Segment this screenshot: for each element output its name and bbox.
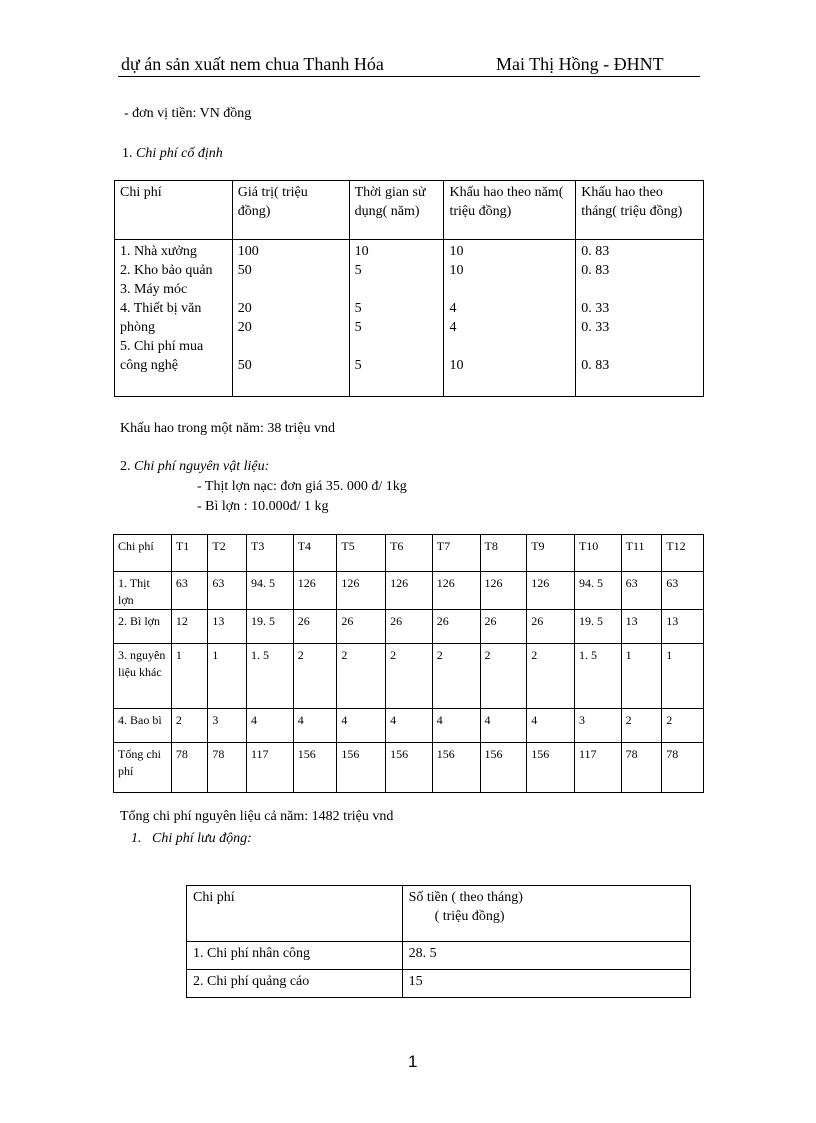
table-cell: 117 — [574, 743, 621, 793]
table-cell: 2 — [337, 644, 386, 709]
page-number: 1 — [408, 1052, 418, 1071]
table-header-cell: Giá trị( triệu đồng) — [232, 181, 349, 240]
fixed-cost-monthly: 0. 83 — [581, 244, 610, 259]
table-row — [114, 572, 704, 610]
table-cell: 4 — [480, 709, 527, 743]
table-cell: 2 — [293, 644, 337, 709]
table-cell: 2 — [621, 709, 662, 743]
table-cell: 26 — [293, 610, 337, 644]
table-cell: 1 — [662, 644, 704, 709]
table-header-cell: Khấu hao theo tháng( triệu đồng) — [576, 181, 704, 240]
table-cell: 28. 5 — [402, 942, 690, 970]
fixed-cost-years: 10 — [354, 244, 369, 259]
section-1-heading — [122, 146, 223, 162]
table-header-cell: T9 — [527, 535, 575, 572]
working-cost-table — [186, 885, 691, 998]
table-header-cell: T3 — [247, 535, 294, 572]
table-header-cell: T2 — [208, 535, 247, 572]
unit-note: - đơn vị tiền: VN đồng — [124, 106, 252, 121]
fixed-cost-value: 20 — [237, 320, 252, 335]
header-divider — [118, 76, 700, 77]
table-header-cell: Thời gian sử dụng( năm) — [349, 181, 444, 240]
material-price-item: - Thịt lợn nạc: đơn giá 35. 000 đ/ 1kg — [197, 479, 407, 494]
table-cell: 126 — [432, 572, 480, 610]
material-total-note: Tổng chi phí nguyên liệu cả năm: 1482 triệu vnd — [120, 809, 394, 824]
fixed-cost-item: 4. Thiết bị văn phòng — [120, 301, 202, 335]
table-cell: 26 — [527, 610, 575, 644]
table-cell: 2 — [662, 709, 704, 743]
fixed-cost-item: 3. Máy móc — [120, 282, 188, 297]
table-cell: 156 — [386, 743, 433, 793]
table-cell: 15 — [402, 970, 690, 998]
table-header-cell: T11 — [621, 535, 662, 572]
table-cell: 4 — [293, 709, 337, 743]
table-cell: 4 — [432, 709, 480, 743]
fixed-cost-item: 2. Kho bảo quản — [120, 263, 213, 278]
fixed-cost-annual: 10 — [449, 244, 464, 259]
table-cell: 4. Bao bì — [114, 709, 172, 743]
table-cell: 78 — [621, 743, 662, 793]
table-header-cell: Chi phí — [114, 535, 172, 572]
fixed-cost-annual: 10 — [449, 263, 464, 278]
table-row — [114, 709, 704, 743]
table-cell: 1. 5 — [574, 644, 621, 709]
table-cell: 13 — [621, 610, 662, 644]
table-cell: 19. 5 — [574, 610, 621, 644]
fixed-cost-years: 5 — [354, 263, 362, 278]
table-header-cell: T10 — [574, 535, 621, 572]
table-cell: 1. Chi phí nhân công — [187, 942, 403, 970]
table-cell: 78 — [662, 743, 704, 793]
table-cell: 26 — [480, 610, 527, 644]
table-cell: 1 — [208, 644, 247, 709]
fixed-cost-years: 5 — [354, 301, 362, 316]
table-header-cell: Chi phí — [187, 886, 403, 942]
table-cell: 26 — [386, 610, 433, 644]
fixed-cost-monthly: 0. 33 — [581, 301, 610, 316]
section-1-title: Chi phí cố định — [136, 146, 223, 161]
table-cell: 63 — [208, 572, 247, 610]
table-cell: 78 — [171, 743, 208, 793]
table-cell: 2 — [527, 644, 575, 709]
table-cell: 126 — [480, 572, 527, 610]
table-cell: 2 — [432, 644, 480, 709]
fixed-cost-monthly: 0. 33 — [581, 320, 610, 335]
table-header-cell: T5 — [337, 535, 386, 572]
fixed-cost-value-cell — [232, 240, 349, 397]
table-header-row — [115, 181, 704, 240]
table-cell: 26 — [432, 610, 480, 644]
table-cell: 156 — [337, 743, 386, 793]
table-cell: 156 — [480, 743, 527, 793]
table-cell: 19. 5 — [247, 610, 294, 644]
table-cell: 1 — [171, 644, 208, 709]
table-cell: 4 — [527, 709, 575, 743]
fixed-cost-annual: 4 — [449, 320, 457, 335]
table-cell: 12 — [171, 610, 208, 644]
table-header-cell: Khấu hao theo năm( triệu đồng) — [444, 181, 576, 240]
table-row — [187, 942, 691, 970]
page-header-left: dự án sản xuất nem chua Thanh Hóa — [121, 54, 384, 74]
fixed-cost-annual-cell — [444, 240, 576, 397]
section-2-title: Chi phí nguyên vật liệu: — [134, 459, 270, 474]
table-cell: 2. Chi phí quảng cáo — [187, 970, 403, 998]
material-price-item: - Bì lợn : 10.000đ/ 1 kg — [197, 499, 329, 514]
section-3-number: 1. — [131, 831, 142, 846]
table-cell: 4 — [386, 709, 433, 743]
section-2-number: 2. — [120, 459, 134, 474]
fixed-cost-monthly: 0. 83 — [581, 358, 610, 373]
table-cell: 13 — [662, 610, 704, 644]
section-1-number: 1. — [122, 146, 136, 161]
table-cell: 156 — [432, 743, 480, 793]
table-header-cell: T8 — [480, 535, 527, 572]
section-3-heading — [131, 831, 252, 847]
table-cell: 3 — [208, 709, 247, 743]
amount-unit-header: ( triệu đồng) — [434, 909, 505, 924]
table-header-cell: T1 — [171, 535, 208, 572]
table-header-row — [187, 886, 691, 942]
fixed-cost-item: 1. Nhà xưởng — [120, 244, 197, 259]
fixed-cost-value: 50 — [237, 358, 252, 373]
table-cell: 126 — [337, 572, 386, 610]
table-header-cell: T12 — [662, 535, 704, 572]
table-row — [187, 970, 691, 998]
fixed-cost-monthly: 0. 83 — [581, 263, 610, 278]
fixed-cost-years-cell — [349, 240, 444, 397]
section-3-title: Chi phí lưu động: — [152, 831, 252, 846]
table-cell: 63 — [621, 572, 662, 610]
table-header-cell: Chi phí — [115, 181, 233, 240]
table-body-row — [115, 240, 704, 397]
table-cell: 3 — [574, 709, 621, 743]
fixed-cost-value: 20 — [237, 301, 252, 316]
fixed-cost-years: 5 — [354, 320, 362, 335]
fixed-cost-years: 5 — [354, 358, 362, 373]
table-row — [114, 610, 704, 644]
page-header-right: Mai Thị Hồng - ĐHNT — [496, 54, 664, 74]
table-cell: 78 — [208, 743, 247, 793]
table-cell: 63 — [171, 572, 208, 610]
table-total-row — [114, 743, 704, 793]
fixed-cost-monthly-cell — [576, 240, 704, 397]
fixed-cost-annual: 10 — [449, 358, 464, 373]
table-cell: 13 — [208, 610, 247, 644]
section-2-heading — [120, 459, 269, 475]
table-cell: 3. nguyên liệu khác — [114, 644, 172, 709]
table-cell: 1. 5 — [247, 644, 294, 709]
table-cell: 126 — [293, 572, 337, 610]
table-cell: 2. Bì lợn — [114, 610, 172, 644]
fixed-cost-annual: 4 — [449, 301, 457, 316]
fixed-cost-item: 5. Chi phí mua công nghệ — [120, 339, 204, 373]
table-cell: 63 — [662, 572, 704, 610]
amount-header: Số tiền ( theo tháng) — [408, 890, 523, 905]
table-cell: 4 — [337, 709, 386, 743]
table-cell: 126 — [527, 572, 575, 610]
table-header-cell: T7 — [432, 535, 480, 572]
table-row — [114, 644, 704, 709]
table-cell: 2 — [480, 644, 527, 709]
table-cell: 156 — [293, 743, 337, 793]
table-cell: 94. 5 — [574, 572, 621, 610]
table-header-row — [114, 535, 704, 572]
table-header-cell: T6 — [386, 535, 433, 572]
depreciation-note: Khấu hao trong một năm: 38 triệu vnd — [120, 421, 336, 436]
table-cell: 1. Thịt lợn — [114, 572, 172, 610]
table-cell: 1 — [621, 644, 662, 709]
fixed-cost-value: 50 — [237, 263, 252, 278]
table-header-cell: T4 — [293, 535, 337, 572]
fixed-cost-table — [114, 180, 704, 397]
material-cost-table — [113, 534, 704, 793]
table-cell: 94. 5 — [247, 572, 294, 610]
table-cell: 2 — [386, 644, 433, 709]
table-cell: Tổng chi phí — [114, 743, 172, 793]
table-cell: 4 — [247, 709, 294, 743]
table-cell: 2 — [171, 709, 208, 743]
table-cell: 26 — [337, 610, 386, 644]
table-cell: 126 — [386, 572, 433, 610]
table-cell: 156 — [527, 743, 575, 793]
fixed-cost-item-cell — [115, 240, 233, 397]
table-cell: 117 — [247, 743, 294, 793]
table-header-cell — [402, 886, 690, 942]
fixed-cost-value: 100 — [237, 244, 259, 259]
